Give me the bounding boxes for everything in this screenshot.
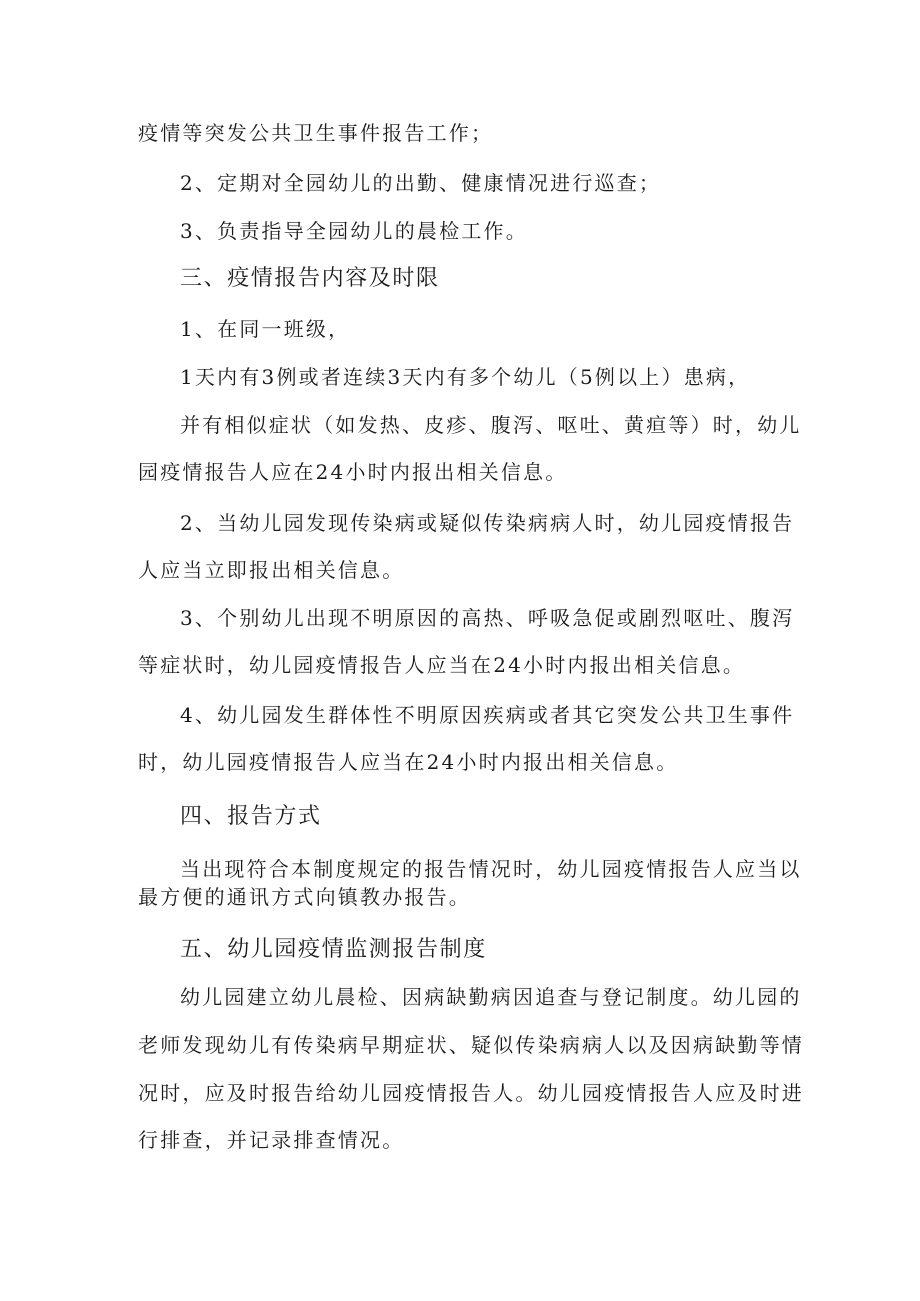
paragraph-line: 3、个别幼儿出现不明原因的高热、呼吸急促或剧烈呕吐、腹泻 [180,606,795,630]
paragraph-line: 3、负责指导全园幼儿的晨检工作。 [180,219,528,243]
paragraph-line: 人应当立即报出相关信息。 [138,558,405,582]
paragraph-line: 2、当幼儿园发现传染病或疑似传染病病人时，幼儿园疫情报告 [180,511,795,535]
section-heading: 五、幼儿园疫情监测报告制度 [180,937,487,962]
paragraph-line: 1、在同一班级， [180,317,351,341]
paragraph-line: 2、定期对全园幼儿的出勤、健康情况进行巡查； [180,171,662,195]
paragraph-line: 并有相似症状（如发热、皮疹、腹泻、呕吐、黄疸等）时，幼儿 [180,413,802,437]
section-heading: 三、疫情报告内容及时限 [180,266,440,291]
paragraph-line: 最方便的通讯方式向镇教办报告。 [138,885,471,909]
paragraph-line: 疫情等突发公共卫生事件报告工作； [138,121,494,145]
paragraph-line: 幼儿园建立幼儿晨检、因病缺勤病因追查与登记制度。幼儿园的 [180,985,802,1009]
paragraph-line: 4、幼儿园发生群体性不明原因疾病或者其它突发公共卫生事件 [180,703,795,727]
paragraph-line: 老师发现幼儿有传染病早期症状、疑似传染病病人以及因病缺勤等情 [138,1033,804,1057]
paragraph-line: 时，幼儿园疫情报告人应当在24小时内报出相关信息。 [138,750,679,774]
paragraph-line: 园疫情报告人应在24小时内报出相关信息。 [138,460,568,484]
paragraph-line: 况时，应及时报告给幼儿园疫情报告人。幼儿园疫情报告人应及时进 [138,1081,804,1105]
paragraph-line: 1天内有3例或者连续3天内有多个幼儿（5例以上）患病， [180,365,751,389]
paragraph-line: 当出现符合本制度规定的报告情况时，幼儿园疫情报告人应当以 [180,857,802,881]
paragraph-line: 等症状时，幼儿园疫情报告人应当在24小时内报出相关信息。 [138,653,746,677]
section-heading: 四、报告方式 [180,804,322,829]
paragraph-line: 行排查，并记录排查情况。 [138,1128,405,1152]
